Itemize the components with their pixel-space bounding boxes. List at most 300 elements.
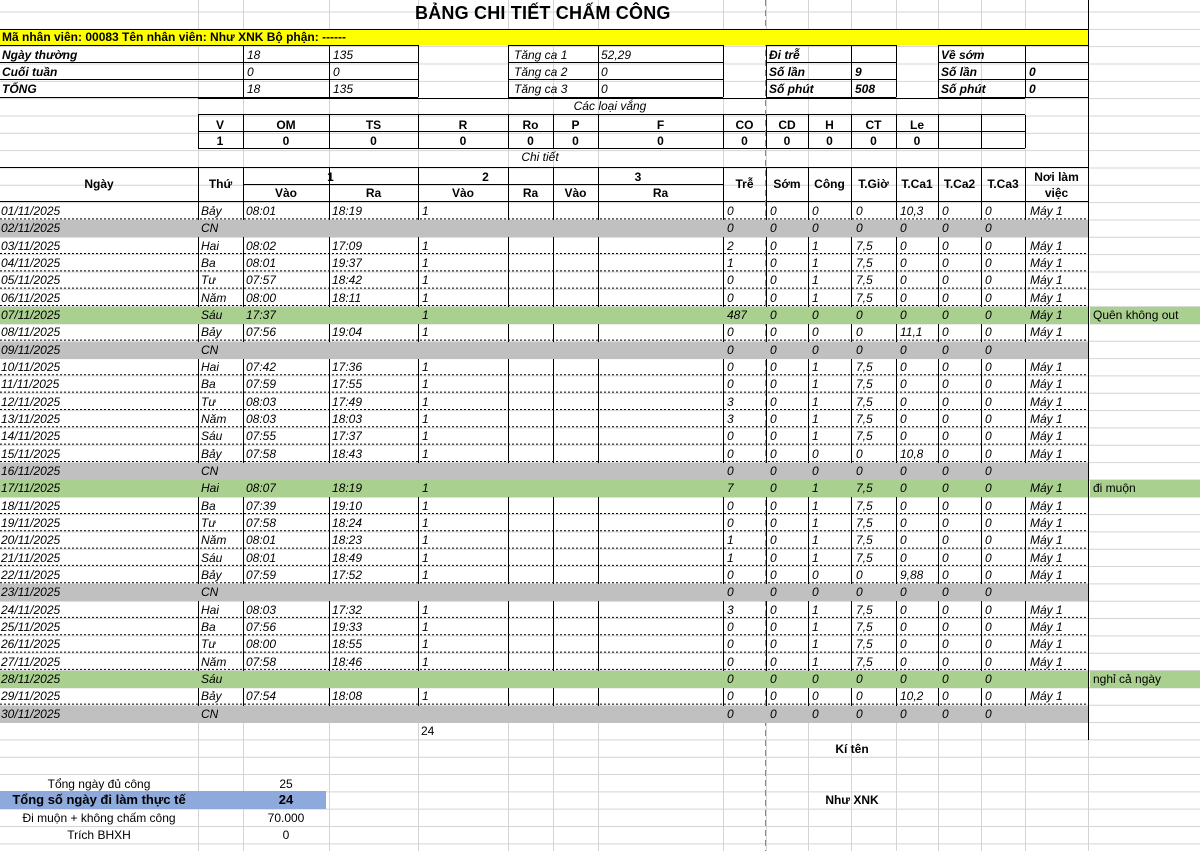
cell-in: 07:39 (246, 498, 277, 513)
cell-ot3: 0 (985, 290, 992, 305)
header-out-2: Ra (522, 186, 539, 200)
cell-d: 26/11/2025 (1, 637, 61, 652)
cell-ot3: 0 (985, 238, 992, 253)
cell-late: 2 (727, 238, 734, 253)
table-row[interactable] (0, 584, 1088, 601)
cell-ot1: 0 (900, 585, 907, 600)
cell-in: 07:56 (246, 325, 277, 340)
signature-label: Kí tên (835, 742, 869, 756)
absence-value-h: 0 (826, 134, 833, 148)
cell-ot1: 10,8 (900, 446, 924, 461)
cell-s2: 1 (422, 273, 429, 288)
cell-w: Bảy (201, 446, 222, 461)
cell-place: Máy 1 (1030, 637, 1063, 652)
cell-in: 07:58 (246, 515, 277, 530)
signature-name: Như XNK (825, 793, 879, 807)
cell-in: 08:01 (246, 550, 277, 565)
absence-code-ts: TS (365, 118, 382, 132)
cell-d: 11/11/2025 (1, 377, 60, 392)
cell-out: 17:37 (332, 429, 363, 444)
cell-out: 17:36 (332, 359, 363, 374)
footer-label-late-penalty: Đi muộn + không chấm công (22, 811, 176, 825)
cell-work: 1 (812, 429, 819, 444)
cell-in: 08:01 (246, 533, 277, 548)
cell-work: 0 (812, 307, 819, 322)
cell-early: 0 (770, 706, 777, 721)
summary-label-total: TỔNG (2, 82, 37, 96)
cell-s2: 1 (422, 204, 429, 218)
absence-code-om: OM (276, 118, 296, 132)
summary-weekend-days: 0 (247, 65, 254, 79)
cell-ot1: 0 (900, 377, 907, 392)
cell-work: 1 (812, 654, 819, 669)
cell-early: 0 (770, 654, 777, 669)
absence-code-h: H (825, 118, 834, 132)
late-minutes-label: Số phút (769, 82, 814, 96)
cell-ot1: 0 (900, 411, 907, 426)
cell-out: 17:52 (332, 567, 363, 582)
cell-ot2: 0 (942, 550, 949, 565)
cell-w: Hai (201, 481, 220, 496)
cell-ot2: 0 (942, 637, 949, 652)
table-row[interactable] (0, 376, 1088, 393)
cell-place: Máy 1 (1030, 446, 1063, 461)
cell-ot2: 0 (942, 290, 949, 305)
footer-label-full-days: Tổng ngày đủ công (47, 777, 151, 791)
table-row[interactable] (0, 428, 1088, 445)
row-note: Quên không out (1090, 307, 1200, 324)
cell-work: 1 (812, 238, 819, 253)
cell-early: 0 (770, 498, 777, 513)
cell-out: 18:11 (332, 290, 362, 305)
cell-late: 0 (727, 273, 734, 288)
cell-d: 30/11/2025 (1, 706, 61, 721)
table-row[interactable] (0, 498, 1088, 515)
table-row[interactable] (0, 290, 1088, 307)
cell-hours: 7,5 (856, 619, 873, 634)
footer-value-bhxh: 0 (282, 828, 290, 842)
cell-s2: 1 (422, 359, 429, 374)
absence-value-v: 1 (216, 134, 224, 148)
cell-w: Tư (201, 394, 216, 409)
cell-place: Máy 1 (1030, 204, 1063, 218)
cell-place: Máy 1 (1030, 654, 1063, 669)
summary-label-weekend: Cuối tuần (2, 65, 58, 79)
header-ot3: T.Ca3 (987, 177, 1019, 191)
cell-work: 0 (812, 689, 819, 704)
summary-total-hours: 135 (333, 82, 354, 96)
cell-s2: 1 (422, 654, 429, 669)
header-in-1: Vào (274, 186, 297, 200)
cell-s2: 1 (422, 550, 429, 565)
cell-work: 0 (812, 446, 819, 461)
cell-hours: 0 (856, 325, 863, 340)
cell-in: 08:03 (246, 411, 277, 426)
cell-s2: 1 (422, 394, 429, 409)
ot1-value: 52,29 (601, 48, 632, 62)
cell-w: CN (201, 585, 219, 600)
cell-ot1: 0 (900, 654, 907, 669)
table-row[interactable] (0, 342, 1088, 359)
header-place-1: Nơi làm (1034, 170, 1079, 184)
cell-ot2: 0 (942, 585, 949, 600)
cell-in: 08:00 (246, 290, 277, 305)
ot1-label: Tăng ca 1 (514, 48, 568, 62)
cell-ot1: 0 (900, 273, 907, 288)
cell-early: 0 (770, 515, 777, 530)
cell-late: 0 (727, 429, 734, 444)
cell-w: CN (201, 342, 219, 357)
cell-ot1: 0 (900, 637, 907, 652)
table-row[interactable] (0, 203, 1088, 220)
cell-ot1: 0 (900, 221, 907, 236)
cell-in: 07:59 (246, 567, 277, 582)
cell-ot2: 0 (942, 429, 949, 444)
absence-code-ct: CT (865, 118, 882, 132)
cell-early: 0 (770, 342, 777, 357)
cell-ot1: 11,1 (900, 325, 923, 340)
cell-ot2: 0 (942, 619, 949, 634)
cell-d: 05/11/2025 (1, 273, 61, 288)
cell-late: 1 (727, 255, 734, 270)
cell-place: Máy 1 (1030, 238, 1063, 253)
cell-early: 0 (770, 325, 777, 340)
early-minutes-label: Số phút (941, 82, 986, 96)
table-row[interactable] (0, 602, 1088, 619)
absence-value-le: 0 (913, 134, 921, 148)
absence-code-p: P (571, 118, 580, 132)
cell-ot2: 0 (942, 325, 949, 340)
cell-hours: 7,5 (856, 290, 873, 305)
absence-value-om: 0 (282, 134, 290, 148)
cell-hours: 0 (856, 706, 863, 721)
cell-ot1: 0 (900, 619, 907, 634)
table-row[interactable] (0, 671, 1088, 688)
absence-code-co: CO (735, 118, 754, 132)
cell-ot2: 0 (942, 602, 949, 617)
cell-work: 1 (812, 602, 819, 617)
absence-code-le: Le (909, 118, 924, 132)
cell-late: 0 (727, 567, 734, 582)
cell-s2: 1 (422, 481, 429, 496)
page-title: BẢNG CHI TIẾT CHẤM CÔNG (415, 3, 671, 23)
cell-place: Máy 1 (1030, 619, 1063, 634)
cell-w: Năm (201, 411, 227, 426)
cell-ot3: 0 (985, 273, 992, 288)
cell-ot3: 0 (985, 550, 992, 565)
table-row[interactable] (0, 324, 1088, 341)
cell-early: 0 (770, 411, 777, 426)
footer-value-full-days: 25 (279, 777, 293, 791)
header-shift3: 3 (634, 170, 642, 184)
cell-hours: 0 (856, 221, 863, 236)
cell-work: 1 (812, 377, 819, 392)
ot3-value: 0 (601, 82, 608, 96)
cell-late: 7 (727, 481, 734, 496)
cell-ot1: 0 (900, 342, 907, 357)
cell-w: Sáu (201, 550, 223, 565)
cell-place: Máy 1 (1030, 533, 1063, 548)
cell-ot3: 0 (985, 342, 992, 357)
table-row[interactable] (0, 480, 1088, 497)
row-note: nghỉ cả ngày (1090, 671, 1200, 688)
cell-s2: 1 (422, 689, 429, 704)
table-row[interactable] (0, 636, 1088, 653)
cell-ot1: 0 (900, 429, 907, 444)
ot3-label: Tăng ca 3 (514, 82, 568, 96)
cell-in: 07:54 (246, 689, 277, 704)
cell-ot2: 0 (942, 498, 949, 513)
cell-hours: 7,5 (856, 533, 873, 548)
cell-d: 03/11/2025 (1, 238, 61, 253)
cell-s2: 1 (422, 325, 429, 340)
cell-d: 19/11/2025 (1, 515, 61, 530)
cell-d: 02/11/2025 (1, 221, 61, 236)
cell-place: Máy 1 (1030, 550, 1063, 565)
cell-out: 18:49 (332, 550, 363, 565)
cell-early: 0 (770, 359, 777, 374)
footer-value-actual-days: 24 (278, 792, 294, 807)
cell-early: 0 (770, 463, 777, 478)
cell-in: 17:37 (246, 307, 277, 322)
cell-ot3: 0 (985, 394, 992, 409)
cell-early: 0 (770, 238, 777, 253)
cell-in: 07:55 (246, 429, 277, 444)
absence-value-ct: 0 (870, 134, 877, 148)
cell-s2: 1 (422, 567, 429, 582)
cell-ot1: 0 (900, 255, 907, 270)
cell-work: 1 (812, 515, 819, 530)
cell-out: 18:08 (332, 689, 363, 704)
cell-s2: 1 (422, 637, 429, 652)
cell-in: 08:01 (246, 255, 277, 270)
cell-out: 17:09 (332, 238, 363, 253)
cell-work: 1 (812, 290, 819, 305)
cell-in: 08:03 (246, 394, 277, 409)
cell-early: 0 (770, 585, 777, 600)
cell-d: 04/11/2025 (1, 255, 61, 270)
footer-value-late-penalty: 70.000 (267, 811, 305, 825)
cell-s2: 1 (422, 533, 429, 548)
table-row[interactable] (0, 411, 1088, 428)
table-row[interactable] (0, 654, 1088, 671)
cell-d: 08/11/2025 (1, 325, 61, 340)
table-row[interactable] (0, 463, 1088, 480)
cell-d: 22/11/2025 (1, 567, 61, 582)
cell-ot3: 0 (985, 498, 992, 513)
late-title: Đi trễ (769, 48, 800, 62)
cell-early: 0 (770, 221, 777, 236)
cell-ot2: 0 (942, 463, 949, 478)
cell-ot1: 0 (900, 359, 907, 374)
cell-hours: 7,5 (856, 394, 873, 409)
table-row[interactable] (0, 550, 1088, 567)
cell-hours: 7,5 (856, 637, 873, 652)
cell-in: 07:59 (246, 377, 277, 392)
cell-hours: 0 (856, 204, 863, 218)
cell-hours: 7,5 (856, 481, 873, 496)
cell-w: Năm (201, 654, 227, 669)
cell-place: Máy 1 (1030, 515, 1063, 530)
cell-in: 07:56 (246, 619, 277, 634)
cell-w: Tư (201, 515, 216, 530)
early-count: 0 (1029, 65, 1036, 79)
absence-value-ro: 0 (527, 134, 534, 148)
cell-work: 1 (812, 481, 819, 496)
cell-hours: 7,5 (856, 654, 873, 669)
cell-ot1: 0 (900, 602, 907, 617)
cell-ot2: 0 (942, 533, 949, 548)
cell-d: 12/11/2025 (1, 394, 61, 409)
cell-d: 06/11/2025 (1, 290, 61, 305)
cell-work: 0 (812, 585, 819, 600)
late-count-label: Số lần (769, 65, 806, 79)
table-row[interactable] (0, 515, 1088, 532)
cell-ot1: 0 (900, 550, 907, 565)
cell-early: 0 (770, 429, 777, 444)
cell-hours: 0 (856, 446, 863, 461)
early-count-label: Số lần (941, 65, 978, 79)
absence-title: Các loại vắng (573, 99, 647, 113)
cell-d: 14/11/2025 (1, 429, 61, 444)
cell-hours: 0 (856, 671, 863, 686)
cell-work: 1 (812, 533, 819, 548)
employee-info: Mã nhân viên: 00083 Tên nhân viên: Như XNK Bộ phận: ------ (2, 30, 347, 44)
cell-ot1: 0 (900, 515, 907, 530)
cell-hours: 7,5 (856, 515, 873, 530)
cell-work: 1 (812, 273, 819, 288)
cell-out: 18:24 (332, 515, 363, 530)
cell-work: 1 (812, 619, 819, 634)
cell-w: Ba (201, 255, 216, 270)
header-ot1: T.Ca1 (901, 177, 933, 191)
cell-out: 18:43 (332, 446, 363, 461)
cell-s2: 1 (422, 619, 429, 634)
table-row[interactable] (0, 307, 1088, 324)
cell-out: 17:49 (332, 394, 363, 409)
cell-ot2: 0 (942, 394, 949, 409)
cell-d: 18/11/2025 (1, 498, 61, 513)
summary-normal-days: 18 (247, 48, 261, 62)
table-row[interactable] (0, 220, 1088, 237)
cell-early: 0 (770, 204, 777, 218)
cell-place: Máy 1 (1030, 290, 1063, 305)
header-work: Công (814, 177, 845, 191)
cell-ot3: 0 (985, 377, 992, 392)
cell-late: 0 (727, 359, 734, 374)
cell-hours: 0 (856, 585, 863, 600)
cell-ot2: 0 (942, 255, 949, 270)
header-late: Trễ (735, 177, 754, 191)
header-shift2: 2 (482, 170, 489, 184)
cell-work: 1 (812, 637, 819, 652)
summary-total-days: 18 (247, 82, 261, 96)
cell-work: 0 (812, 342, 819, 357)
cell-in: 07:57 (246, 273, 277, 288)
cell-ot3: 0 (985, 359, 992, 374)
cell-place: Máy 1 (1030, 602, 1063, 617)
cell-s2: 1 (422, 429, 429, 444)
cell-late: 0 (727, 290, 734, 305)
cell-w: Hai (201, 238, 220, 253)
cell-place: Máy 1 (1030, 567, 1063, 582)
table-row[interactable] (0, 255, 1088, 272)
table-row[interactable] (0, 394, 1088, 411)
table-row[interactable] (0, 706, 1088, 723)
cell-place: Máy 1 (1030, 307, 1063, 322)
header-early: Sớm (773, 177, 801, 191)
cell-hours: 0 (856, 689, 863, 704)
cell-in: 08:07 (246, 481, 277, 496)
table-row[interactable] (0, 359, 1088, 376)
late-count: 9 (855, 65, 862, 79)
early-minutes: 0 (1029, 82, 1036, 96)
cell-ot1: 0 (900, 533, 907, 548)
cell-hours: 0 (856, 342, 863, 357)
table-row[interactable] (0, 238, 1088, 255)
cell-d: 27/11/2025 (1, 654, 61, 669)
cell-work: 0 (812, 463, 819, 478)
cell-early: 0 (770, 619, 777, 634)
cell-ot3: 0 (985, 671, 992, 686)
header-ot2: T.Ca2 (943, 177, 976, 191)
cell-place: Máy 1 (1030, 359, 1063, 374)
cell-w: CN (201, 221, 219, 236)
cell-ot3: 0 (985, 411, 992, 426)
absence-code-ro: Ro (522, 118, 539, 132)
table-row[interactable] (0, 619, 1088, 636)
cell-w: Sáu (201, 671, 223, 686)
cell-early: 0 (770, 255, 777, 270)
cell-early: 0 (770, 290, 777, 305)
cell-late: 0 (727, 204, 734, 218)
cell-d: 09/11/2025 (1, 342, 61, 357)
cell-ot2: 0 (942, 411, 949, 426)
table-row[interactable] (0, 272, 1088, 289)
cell-late: 3 (727, 411, 734, 426)
cell-ot1: 0 (900, 481, 907, 496)
cell-d: 28/11/2025 (1, 671, 61, 686)
cell-late: 1 (727, 550, 734, 565)
cell-d: 23/11/2025 (1, 585, 61, 600)
cell-late: 0 (727, 342, 734, 357)
cell-s2: 1 (422, 446, 429, 461)
table-row[interactable] (0, 446, 1088, 463)
cell-ot1: 0 (900, 671, 907, 686)
cell-ot1: 9,88 (900, 567, 924, 582)
cell-hours: 7,5 (856, 550, 873, 565)
ot2-value: 0 (601, 65, 608, 79)
cell-in: 08:01 (246, 204, 277, 218)
cell-early: 0 (770, 273, 777, 288)
summary-label-normal: Ngày thường (2, 48, 78, 62)
cell-d: 13/11/2025 (1, 411, 61, 426)
cell-ot3: 0 (985, 307, 992, 322)
table-row[interactable] (0, 688, 1088, 705)
table-row[interactable] (0, 532, 1088, 549)
cell-s2: 1 (422, 377, 429, 392)
cell-w: Ba (201, 377, 216, 392)
cell-ot3: 0 (985, 325, 992, 340)
cell-out: 18:55 (332, 637, 363, 652)
header-in-3: Vào (564, 186, 587, 200)
table-row[interactable] (0, 567, 1088, 584)
cell-in: 07:58 (246, 446, 277, 461)
cell-work: 0 (812, 325, 819, 340)
cell-ot2: 0 (942, 706, 949, 721)
cell-late: 0 (727, 619, 734, 634)
cell-in: 07:58 (246, 654, 277, 669)
